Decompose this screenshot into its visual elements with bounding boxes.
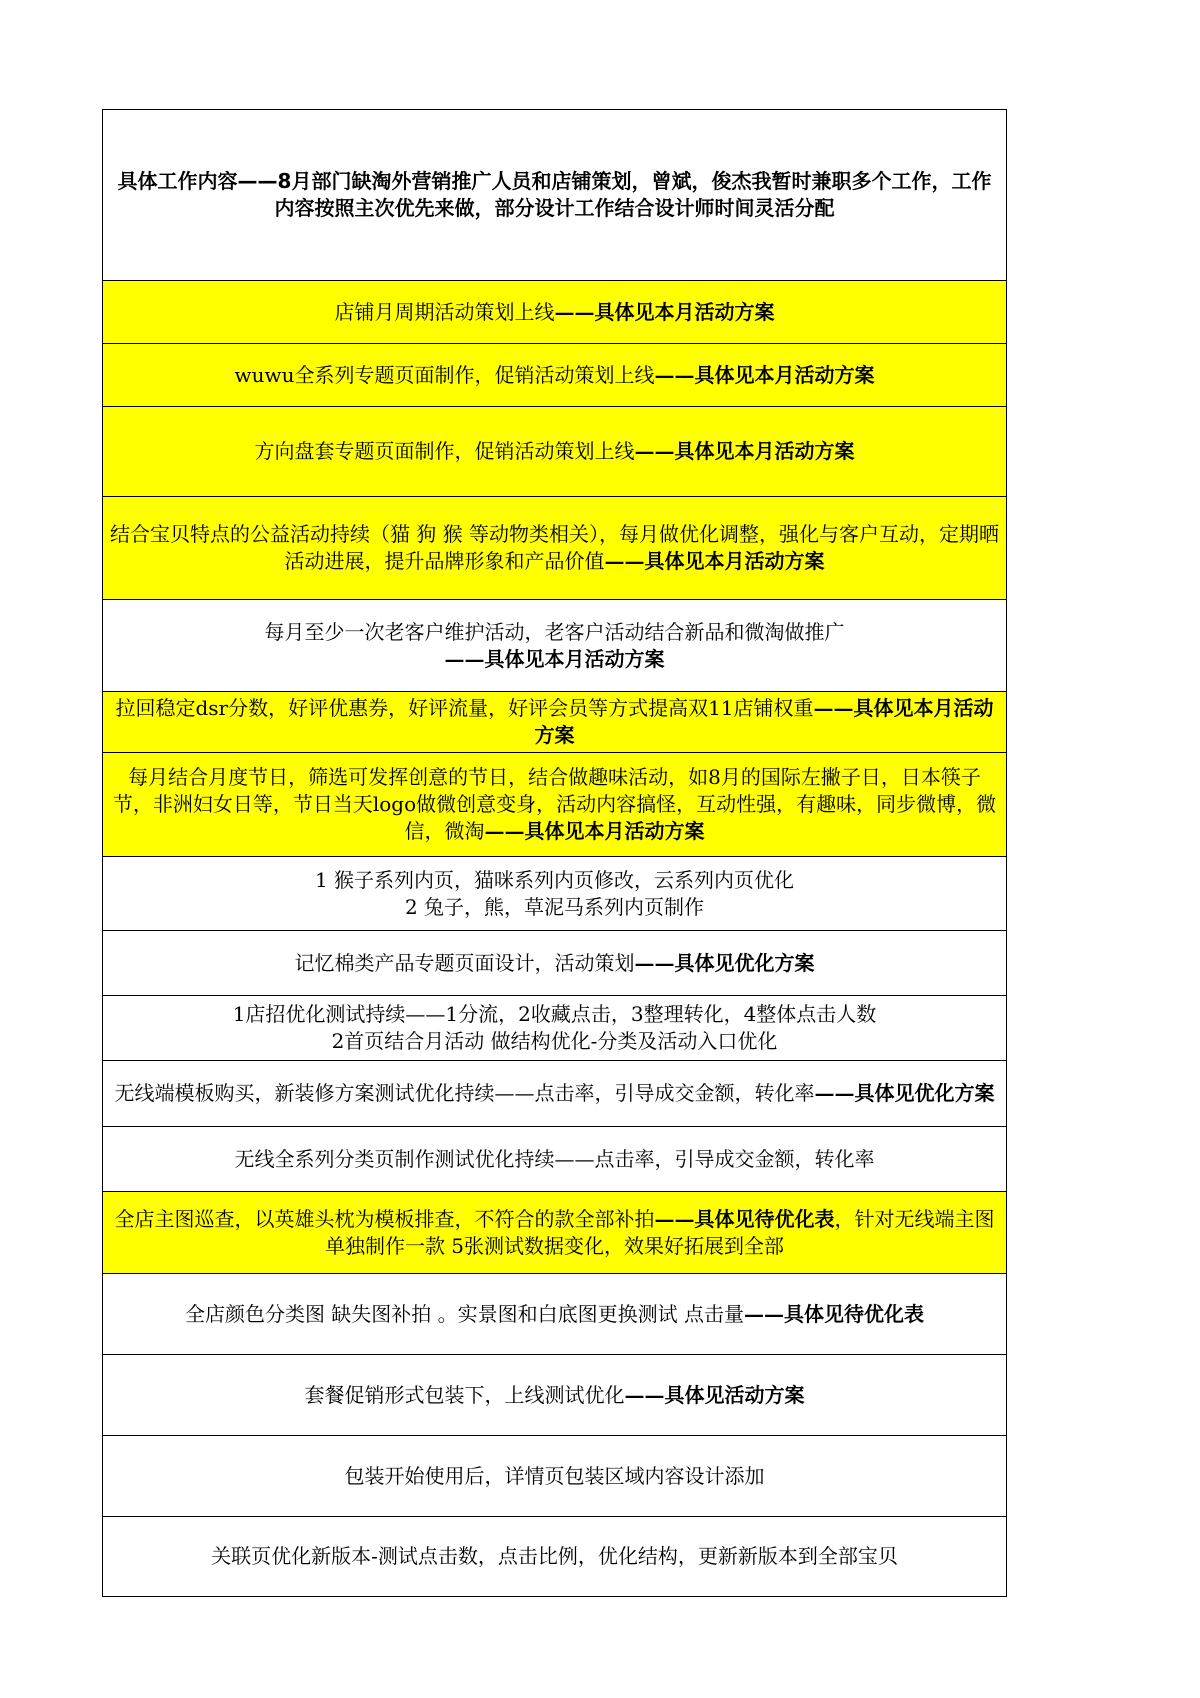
work-content-table [102, 109, 1007, 1597]
task-cell: 记忆棉类产品专题页面设计，活动策划——具体见优化方案 [103, 931, 1007, 996]
table-row [103, 1517, 1007, 1597]
table-row [103, 407, 1007, 497]
header-row [103, 110, 1007, 281]
task-cell: 结合宝贝特点的公益活动持续（猫 狗 猴 等动物类相关），每月做优化调整，强化与客户互动，定期晒活动进展，提升品牌形象和产品价值——具体见本月活动方案 [103, 497, 1007, 600]
task-cell: 每月结合月度节日，筛选可发挥创意的节日，结合做趣味活动，如8月的国际左撇子日，日本筷子节，非洲妇女日等，节日当天logo做微创意变身，活动内容搞怪，互动性强，有趣味，同步微博，微信，微淘——具体见本月活动方案 [103, 753, 1007, 857]
table-row [103, 1355, 1007, 1436]
task-cell: 套餐促销形式包装下，上线测试优化——具体见活动方案 [103, 1355, 1007, 1436]
task-cell: 拉回稳定dsr分数，好评优惠券，好评流量，好评会员等方式提高双11店铺权重——具体见本月活动方案 [103, 692, 1007, 753]
task-cell: 全店颜色分类图 缺失图补拍 。实景图和白底图更换测试 点击量——具体见待优化表 [103, 1274, 1007, 1355]
table-row [103, 1274, 1007, 1355]
table-row [103, 497, 1007, 600]
task-cell: 店铺月周期活动策划上线——具体见本月活动方案 [103, 281, 1007, 344]
table-row [103, 1192, 1007, 1274]
task-cell: wuwu全系列专题页面制作，促销活动策划上线——具体见本月活动方案 [103, 344, 1007, 407]
header-cell: 具体工作内容——8月部门缺淘外营销推广人员和店铺策划，曾斌，俊杰我暂时兼职多个工作，工作内容按照主次优先来做，部分设计工作结合设计师时间灵活分配 [103, 110, 1007, 281]
task-cell: 无线全系列分类页制作测试优化持续——点击率，引导成交金额，转化率 [103, 1127, 1007, 1192]
table-row [103, 1436, 1007, 1517]
table-row [103, 753, 1007, 857]
task-cell: 无线端模板购买，新装修方案测试优化持续——点击率，引导成交金额，转化率——具体见优化方案 [103, 1061, 1007, 1127]
task-cell: 1店招优化测试持续——1分流，2收藏点击，3整理转化，4整体点击人数 2首页结合月活动 做结构优化-分类及活动入口优化 [103, 996, 1007, 1061]
table-row [103, 996, 1007, 1061]
table-row [103, 931, 1007, 996]
task-cell: 全店主图巡查，以英雄头枕为模板排查，不符合的款全部补拍——具体见待优化表，针对无线端主图单独制作一款 5张测试数据变化，效果好拓展到全部 [103, 1192, 1007, 1274]
task-cell: 每月至少一次老客户维护活动，老客户活动结合新品和微淘做推广 ——具体见本月活动方案 [103, 600, 1007, 692]
table-row [103, 692, 1007, 753]
table-row [103, 344, 1007, 407]
table-row [103, 1127, 1007, 1192]
task-cell: 1 猴子系列内页，猫咪系列内页修改，云系列内页优化 2 兔子，熊，草泥马系列内页制作 [103, 857, 1007, 931]
task-cell: 包装开始使用后，详情页包装区域内容设计添加 [103, 1436, 1007, 1517]
table-row [103, 1061, 1007, 1127]
table-row [103, 857, 1007, 931]
task-cell: 方向盘套专题页面制作，促销活动策划上线——具体见本月活动方案 [103, 407, 1007, 497]
task-cell: 关联页优化新版本-测试点击数，点击比例，优化结构，更新新版本到全部宝贝 [103, 1517, 1007, 1597]
table-row [103, 600, 1007, 692]
table-row [103, 281, 1007, 344]
